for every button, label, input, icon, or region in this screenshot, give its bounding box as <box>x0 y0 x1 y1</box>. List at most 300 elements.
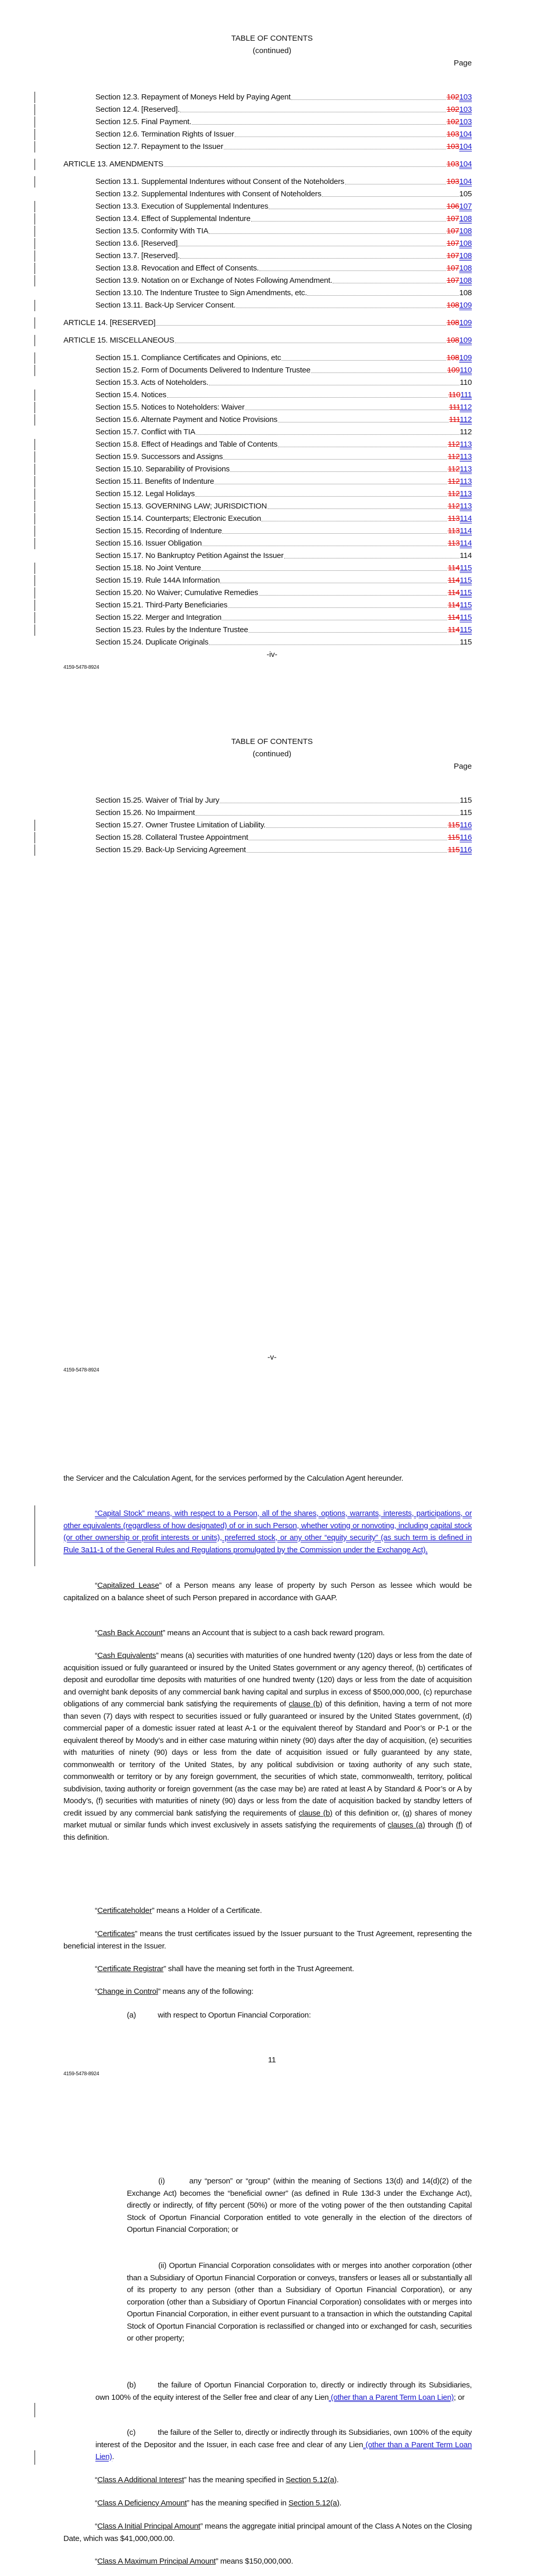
deleted-page-number: 108 <box>447 336 459 345</box>
definition-cash-back-account: “Cash Back Account” means an Account that is subject to a cash back reward program. <box>95 1629 385 1637</box>
defined-term: Cash Back Account <box>97 1629 163 1637</box>
dot-leader <box>196 434 459 435</box>
defined-term: Certificateholder <box>97 1906 152 1915</box>
definition-body: means any of the following: <box>160 1987 254 1996</box>
toc-section-entry[interactable] <box>95 200 472 212</box>
inserted-page-number: 110 <box>459 366 472 375</box>
dot-leader <box>209 384 459 385</box>
definition-body: means the trust certificates issued by the Issuer pursuant to the Trust Agreement, representing the beneficial interest in the Issuer. <box>63 1929 472 1951</box>
toc-entry-title: Section 15.12. Legal Holidays <box>95 489 195 498</box>
toc-page-number <box>448 538 472 549</box>
toc-section-entry[interactable] <box>95 401 472 413</box>
toc-section-entry[interactable] <box>95 414 472 425</box>
deleted-page-number: 115 <box>448 833 460 842</box>
toc-entry-title: Section 15.7. Conflict with TIA <box>95 428 195 436</box>
toc-section-entry[interactable] <box>95 488 472 499</box>
inserted-page-number: 108 <box>459 227 472 235</box>
toc-entry-title: Section 13.5. Conformity With TIA <box>95 227 209 235</box>
inserted-page-number: 115 <box>459 564 472 572</box>
toc-page-number <box>448 625 472 635</box>
deleted-page-number: 113 <box>448 514 460 523</box>
change-in-control-clause-b <box>95 2379 472 2403</box>
deleted-page-number: 112 <box>448 477 460 486</box>
definition-body: has the meaning specified in <box>186 2476 286 2484</box>
toc-entry-title: Section 13.7. [Reserved]. <box>95 251 180 260</box>
dot-leader <box>278 421 449 422</box>
dot-leader <box>261 520 447 521</box>
dot-leader <box>167 397 448 398</box>
toc-entry-title: Section 15.15. Recording of Indenture <box>95 527 222 535</box>
page-footer-number: -iv- <box>267 650 277 659</box>
dot-leader <box>223 459 447 460</box>
toc-page-number <box>447 159 472 170</box>
dot-leader <box>222 533 447 534</box>
definition-body: of a Person means any lease of property by such Person as lessee which would be capitalized on a balance sheet of such Person prepared in accordance with GAAP. <box>63 1581 472 1602</box>
definition-class-a-initial-principal-amount: “Class A Initial Principal Amount” means the aggregate initial principal amount of the Class A Notes on the Closing Date, which was $41,000,000.00. <box>63 2522 472 2543</box>
paragraph-servicer-fee: the Servicer and the Calculation Agent, for the services performed by the Calculation Agent hereunder. <box>63 1474 404 1483</box>
toc-entry-title: Section 15.20. No Waiver; Cumulative Remedies <box>95 588 258 597</box>
toc-section-entry[interactable] <box>95 213 472 224</box>
clause-text: ; or <box>454 2393 465 2402</box>
document-id: 4159-5478-8924 <box>63 2071 100 2077</box>
dot-leader <box>282 360 446 361</box>
deleted-page-number: 108 <box>447 353 459 362</box>
toc-section-entry[interactable] <box>95 352 472 363</box>
definition-certificates: “Certificates” means the trust certificates issued by the Issuer pursuant to the Trust Agreement, representing the beneficial interest in the Issuer. <box>63 1929 472 1951</box>
defined-term: Capitalized Lease <box>97 1581 159 1590</box>
dot-leader <box>311 372 447 373</box>
inserted-page-number: 107 <box>459 202 472 211</box>
toc-entry-title: Section 12.5. Final Payment. <box>95 117 192 126</box>
inserted-page-number: 113 <box>459 489 472 498</box>
defined-term: Cash Equivalents <box>97 1651 156 1660</box>
inserted-page-number: 108 <box>459 251 472 260</box>
inserted-page-number: 111 <box>460 391 472 399</box>
dot-leader <box>266 827 447 828</box>
deleted-page-number: 114 <box>448 564 460 572</box>
dot-leader <box>235 136 446 137</box>
cross-reference: Section 5.12(a) <box>288 2499 340 2507</box>
inserted-text: (other than a Parent Term Loan Lien) <box>328 2393 454 2402</box>
change-in-control-clause-i <box>127 2175 472 2236</box>
toc-page-number <box>448 845 472 855</box>
toc-entry-title: Section 15.24. Duplicate Originals <box>95 638 209 647</box>
inserted-page-number: 109 <box>459 336 472 345</box>
deleted-page-number: 103 <box>447 160 459 168</box>
deleted-page-number: 111 <box>449 415 460 424</box>
dot-leader <box>192 124 446 125</box>
toc-page-number <box>448 452 472 462</box>
inserted-page-number: 112 <box>459 403 472 412</box>
dot-leader <box>307 295 458 296</box>
defined-term: Class A Maximum Principal Amount <box>97 2557 216 2566</box>
dot-leader <box>268 508 448 509</box>
toc-entry-title: Section 15.6. Alternate Payment and Notice Provisions <box>95 415 277 424</box>
toc-page-number <box>447 318 472 328</box>
toc-entry-title: Section 13.1. Supplemental Indentures without Consent of the Noteholders <box>95 177 344 186</box>
toc-page-number: 105 <box>459 190 472 198</box>
dot-leader <box>236 307 446 308</box>
toc-page-number <box>447 365 472 376</box>
toc-section-entry[interactable] <box>95 116 472 127</box>
toc-section-entry[interactable] <box>95 262 472 274</box>
dot-leader <box>164 166 446 167</box>
definition-body: shall have the meaning set forth in the Trust Agreement. <box>166 1964 354 1973</box>
toc-section-entry[interactable] <box>95 250 472 261</box>
deleted-page-number: 107 <box>447 227 459 235</box>
toc-section-entry[interactable] <box>95 377 472 388</box>
dot-leader <box>278 446 447 447</box>
toc-entry-title: Section 15.16. Issuer Obligation <box>95 539 202 548</box>
toc-entry-title: Section 15.5. Notices to Noteholders: Waiver <box>95 403 245 412</box>
toc-subtitle: (continued) <box>252 46 292 55</box>
clause-text: the failure of Oportun Financial Corporation to, directly or indirectly through its Subsidiaries, own 100% of the equity interest of the Seller free and clear of any Lien <box>95 2381 472 2402</box>
toc-entry-title: Section 15.26. No Impairment <box>95 808 195 817</box>
dot-leader <box>180 111 446 112</box>
toc-page-number <box>448 477 472 487</box>
definition-body: means a Holder of a Certificate. <box>154 1906 262 1915</box>
dot-leader <box>322 196 458 197</box>
cross-reference: Section 5.12(a) <box>286 2476 337 2484</box>
deleted-page-number: 114 <box>448 601 460 609</box>
toc-page-number <box>448 501 472 512</box>
toc-section-entry[interactable] <box>95 525 472 536</box>
toc-entry-title: Section 15.18. No Joint Venture <box>95 564 201 572</box>
toc-page-number <box>447 335 472 346</box>
clause-text: the failure of the Seller to, directly or indirectly through its Subsidiaries, own 100% of the equity interest of the Depositor and the Issuer, in each case free and clear of any Lien <box>95 2428 472 2449</box>
cross-reference: clause (b) <box>288 1700 323 1708</box>
inserted-page-number: 113 <box>459 465 472 473</box>
toc-section-entry[interactable] <box>95 819 472 831</box>
toc-page-number <box>449 415 472 425</box>
deleted-page-number: 113 <box>448 539 460 548</box>
toc-section-entry[interactable] <box>95 612 472 623</box>
inserted-page-number: 103 <box>459 117 472 126</box>
toc-entry-title: Section 13.9. Notation on or Exchange of Notes Following Amendment. <box>95 276 333 285</box>
definition-class-a-maximum-principal-amount: “Class A Maximum Principal Amount” means $150,000,000. <box>95 2557 293 2566</box>
inserted-page-number: 108 <box>459 214 472 223</box>
change-in-control-clause-ii: (ii) Oportun Financial Corporation consolidates with or merges into another corporation (other than a Subsidiary of Oportun Financial Corporation or conveys, transfers or leases all or substantially all of its property to any person (other than a Subsidiary of Oportun Financial Corporation), or any corporation (other than a Subsidiary of Oportun Financial Corporation) consolidates with or merges into Oportun Financial Corporation, in either event pursuant to a transaction in which the outstanding Capital Stock of Oportun Financial Corporation is reclassified or changed into or exchanged for cash, securities or other property; <box>127 2261 472 2343</box>
toc-entry-title: Section 15.14. Counterparts; Electronic Execution <box>95 514 261 523</box>
document-id: 4159-5478-8924 <box>63 665 100 670</box>
toc-entry-title: Section 15.22. Merger and Integration <box>95 613 222 622</box>
toc-section-entry[interactable] <box>95 451 472 462</box>
toc-section-entry[interactable] <box>95 426 472 437</box>
toc-section-entry[interactable] <box>95 476 472 487</box>
toc-page-number <box>448 833 472 843</box>
toc-page-number: 115 <box>459 638 472 647</box>
toc-entry-title: Section 13.3. Execution of Supplemental Indentures <box>95 202 269 211</box>
toc-article-entry[interactable] <box>63 334 472 346</box>
deleted-page-number: 107 <box>447 251 459 260</box>
toc-entry-title: Section 15.10. Separability of Provisions <box>95 465 230 473</box>
deleted-page-number: 108 <box>447 301 459 310</box>
cross-reference: clauses (a) <box>387 1821 425 1829</box>
definition-body: of this definition or, (g) shares of money market mutual or similar funds which invest exclusively in assets satisfying the requirements of <box>63 1808 472 1829</box>
toc-page-number <box>447 226 472 236</box>
toc-section-entry[interactable] <box>95 389 472 400</box>
toc-page-number <box>447 251 472 261</box>
toc-section-entry[interactable] <box>95 513 472 524</box>
toc-entry-title: Section 13.4. Effect of Supplemental Indenture <box>95 214 251 223</box>
toc-entry-title: Section 12.6. Termination Rights of Issuer <box>95 130 234 139</box>
deleted-page-number: 113 <box>448 527 460 535</box>
toc-section-entry[interactable] <box>95 599 472 611</box>
toc-entry-title: ARTICLE 13. AMENDMENTS <box>63 160 163 168</box>
inserted-page-number: 114 <box>459 539 472 548</box>
defined-term: Certificate Registrar <box>97 1964 164 1973</box>
deleted-page-number: 106 <box>447 202 459 211</box>
toc-section-entry[interactable] <box>95 807 472 818</box>
toc-page-number <box>447 105 472 115</box>
toc-page-number <box>448 489 472 499</box>
toc-page-number <box>448 820 472 831</box>
toc-entry-title: Section 12.3. Repayment of Moneys Held by Paying Agent <box>95 93 291 101</box>
toc-page-number <box>448 588 472 598</box>
clause-text: with respect to Oportun Financial Corporation: <box>158 2011 311 2020</box>
deleted-page-number: 112 <box>448 440 460 449</box>
dot-leader <box>209 644 459 645</box>
deleted-page-number: 114 <box>448 576 460 585</box>
toc-section-entry[interactable] <box>95 844 472 855</box>
toc-section-entry[interactable] <box>95 238 472 249</box>
toc-section-entry[interactable] <box>95 364 472 376</box>
dot-leader <box>222 619 447 620</box>
toc-entry-title: Section 15.4. Notices <box>95 391 167 399</box>
inserted-page-number: 103 <box>459 105 472 114</box>
toc-section-entry[interactable] <box>95 550 472 561</box>
dot-leader <box>269 208 446 209</box>
toc-section-entry[interactable] <box>95 574 472 586</box>
toc-entry-title: Section 13.8. Revocation and Effect of Consents. <box>95 264 259 273</box>
toc-entry-title: Section 15.21. Third-Party Beneficiaries <box>95 601 228 609</box>
inserted-page-number: 108 <box>459 239 472 248</box>
inserted-page-number: 115 <box>459 613 472 622</box>
toc-section-entry[interactable] <box>95 832 472 843</box>
toc-section-entry[interactable] <box>95 128 472 140</box>
inserted-page-number: 109 <box>459 318 472 327</box>
page-footer-number: -v- <box>267 1353 277 1362</box>
deleted-page-number: 103 <box>447 177 459 186</box>
inserted-page-number: 114 <box>459 514 472 523</box>
definition-body: means the aggregate initial principal amount of the Class A Notes on the Closing Date, which was $41,000,000.00. <box>63 2522 472 2543</box>
deleted-page-number: 112 <box>448 489 460 498</box>
toc-entry-title: ARTICLE 15. MISCELLANEOUS <box>63 336 174 345</box>
definition-body: means an Account that is subject to a cash back reward program. <box>165 1629 385 1637</box>
deleted-page-number: 114 <box>448 613 460 622</box>
toc-entry-title: Section 15.13. GOVERNING LAW; JURISDICTION <box>95 502 267 511</box>
toc-entry-title: Section 12.4. [Reserved]. <box>95 105 180 114</box>
toc-section-entry[interactable] <box>95 225 472 236</box>
toc-entry-title: Section 15.19. Rule 144A Information <box>95 576 220 585</box>
inserted-page-number: 115 <box>459 601 472 609</box>
toc-page-number <box>449 402 472 413</box>
toc-article-entry[interactable] <box>63 158 472 170</box>
toc-section-entry[interactable] <box>95 794 472 806</box>
toc-page-number <box>447 276 472 286</box>
toc-section-entry[interactable] <box>95 188 472 199</box>
toc-section-entry[interactable] <box>95 500 472 512</box>
definition-certificate-registrar: “Certificate Registrar” shall have the meaning set forth in the Trust Agreement. <box>95 1964 354 1973</box>
toc-entry-title: Section 15.23. Rules by the Indenture Trustee <box>95 625 249 634</box>
toc-page-number <box>447 263 472 274</box>
toc-page-number: 110 <box>459 378 472 387</box>
deleted-page-number: 114 <box>448 625 460 634</box>
definition-body: means (a) securities with maturities of one hundred twenty (120) days or less from the date of acquisition issued or fully guaranteed or insured by the United States government or any agency thereof, (b) certificates of deposit and eurodollar time deposits with maturities of one hundred twenty (120) days or less from the date of acquisition and overnight bank deposits of any commercial bank having capital and surplus in excess of $500,000,000, (c) repurchase obligations of any commercial bank satisfying the requirements of <box>63 1651 472 1708</box>
toc-section-entry[interactable] <box>95 275 472 286</box>
dot-leader <box>284 557 459 558</box>
toc-entry-title: Section 13.2. Supplemental Indentures with Consent of Noteholders <box>95 190 322 198</box>
toc-page-number <box>448 563 472 573</box>
toc-section-entry[interactable] <box>95 636 472 648</box>
dot-leader <box>224 148 446 149</box>
defined-term: Class A Deficiency Amount <box>97 2499 187 2507</box>
toc-page-number: 115 <box>459 796 472 805</box>
toc-section-entry[interactable] <box>95 537 472 549</box>
toc-section-entry[interactable] <box>95 624 472 635</box>
definition-change-in-control: “Change in Control” means any of the following: <box>95 1987 254 1996</box>
defined-term: Change in Control <box>97 1987 158 1996</box>
dot-leader <box>259 595 448 596</box>
clause-label: (a) <box>127 2011 136 2020</box>
toc-page-number <box>448 526 472 536</box>
toc-title: TABLE OF CONTENTS <box>231 34 313 43</box>
change-in-control-clause-c <box>95 2427 472 2463</box>
deleted-page-number: 109 <box>447 366 460 375</box>
definition-body: of this definition, having a term of not more than seven (7) days with respect to securities issued or fully guaranteed or insured by the United States government, (d) commercial paper of a domestic issuer rated at least A-1 or the equivalent thereof by Standard and Poor’s or P-1 or the equivalent thereof by Moody’s and in either case maturing within ninety (90) days after the day of acquisition, (e) securities with maturities of ninety (90) days or less from the date of acquisition issued or fully guaranteed by any state, commonwealth or territory of the United States, by any political subdivision or taxing authority of any such state, commonwealth or territory or by any foreign government, the securities of which state, commonwealth, territory, political subdivision, taxing authority or foreign government (as the case may be) are rated at least A by Standard & Poor’s or A by Moody’s, (f) securities with maturities of ninety (90) days or less from the date of acquisition backed by standby letters of credit issued by any commercial bank satisfying the requirements of <box>63 1700 472 1818</box>
toc-page-number <box>447 239 472 249</box>
inserted-page-number: 113 <box>459 440 472 449</box>
clause-label: (i) <box>158 2177 165 2185</box>
toc-page-label: Page <box>453 762 472 771</box>
deleted-page-number: 107 <box>447 214 459 223</box>
definition-capitalized-lease: “Capitalized Lease” of a Person means any lease of property by such Person as lessee which would be capitalized on a balance sheet of such Person prepared in accordance with GAAP. <box>63 1581 472 1602</box>
toc-page-number <box>448 613 472 623</box>
defined-term: Class A Initial Principal Amount <box>97 2522 201 2531</box>
toc-page-number <box>448 439 472 450</box>
dot-leader <box>228 607 447 608</box>
toc-entry-title: Section 15.27. Owner Trustee Limitation of Liability. <box>95 821 266 829</box>
cross-reference: (f) <box>456 1821 463 1829</box>
toc-page-number <box>447 117 472 127</box>
clause-label: (b) <box>127 2381 136 2389</box>
deleted-page-number: 102 <box>447 105 459 114</box>
toc-section-entry[interactable] <box>95 299 472 311</box>
inserted-page-number: 112 <box>459 415 472 424</box>
dot-leader <box>180 258 446 259</box>
toc-page-number <box>447 142 472 152</box>
toc-page-number <box>447 92 472 103</box>
dot-leader <box>215 483 447 484</box>
dot-leader <box>156 325 446 326</box>
definition-body: of this definition. <box>63 1821 472 1842</box>
inserted-page-number: 113 <box>459 452 472 461</box>
toc-entry-title: Section 15.3. Acts of Noteholders. <box>95 378 209 387</box>
deleted-page-number: 102 <box>447 93 459 101</box>
inserted-page-number: 104 <box>459 142 472 151</box>
dot-leader <box>345 183 447 184</box>
toc-section-entry[interactable] <box>95 91 472 103</box>
deleted-page-number: 115 <box>448 821 460 829</box>
dot-leader <box>333 282 446 283</box>
definition-body: means $150,000,000. <box>218 2557 293 2566</box>
toc-article-entry[interactable] <box>63 317 472 328</box>
toc-section-entry[interactable] <box>95 463 472 474</box>
toc-section-entry[interactable] <box>95 141 472 152</box>
defined-term: Certificates <box>97 1929 135 1938</box>
toc-entry-title: Section 15.9. Successors and Assigns <box>95 452 223 461</box>
toc-page-number <box>448 390 472 400</box>
inserted-page-number: 108 <box>459 264 472 273</box>
toc-section-entry[interactable] <box>95 287 472 298</box>
inserted-page-number: 113 <box>459 502 472 511</box>
inserted-page-number: 115 <box>459 588 472 597</box>
deleted-page-number: 107 <box>447 264 459 273</box>
page-footer-number: 11 <box>268 2056 276 2064</box>
definition-certificateholder: “Certificateholder” means a Holder of a Certificate. <box>95 1906 262 1915</box>
toc-section-entry[interactable] <box>95 438 472 450</box>
clause-text: . <box>112 2452 114 2461</box>
toc-title: TABLE OF CONTENTS <box>231 737 313 746</box>
inserted-page-number: 115 <box>459 625 472 634</box>
toc-page-number: 108 <box>459 289 472 297</box>
inserted-page-number: 109 <box>459 353 472 362</box>
toc-entry-title: Section 15.17. No Bankruptcy Petition Against the Issuer <box>95 551 284 560</box>
toc-page-number <box>448 464 472 474</box>
dot-leader <box>202 545 447 546</box>
dot-leader <box>230 471 447 472</box>
dot-leader <box>245 409 448 410</box>
dot-leader <box>291 99 447 100</box>
toc-page-number <box>447 353 472 363</box>
toc-section-entry[interactable] <box>95 562 472 573</box>
dot-leader <box>209 233 446 234</box>
deleted-page-number: 102 <box>447 117 459 126</box>
dot-leader <box>251 221 446 222</box>
deleted-page-number: 103 <box>447 142 459 151</box>
dot-leader <box>195 815 459 816</box>
deleted-page-number: 103 <box>447 130 459 139</box>
inserted-text: (other than a Parent Term Loan Lien) <box>95 2440 472 2461</box>
cross-reference: clause (b) <box>299 1808 333 1818</box>
toc-entry-title: Section 13.10. The Indenture Trustee to Sign Amendments, etc. <box>95 289 307 297</box>
toc-section-entry[interactable] <box>95 104 472 115</box>
dot-leader <box>259 270 446 271</box>
toc-page-label: Page <box>453 59 472 67</box>
inserted-page-number: 104 <box>459 130 472 139</box>
toc-entry-title: Section 15.2. Form of Documents Delivered to Indenture Trustee <box>95 366 310 375</box>
deleted-page-number: 110 <box>448 391 460 399</box>
toc-entry-title: Section 15.25. Waiver of Trial by Jury <box>95 796 220 805</box>
toc-entry-title: Section 15.29. Back-Up Servicing Agreement <box>95 845 246 854</box>
definition-cash-equivalents: “Cash Equivalents” means (a) securities with maturities of one hundred twenty (120) days or less from the date of acquisition issued or fully guaranteed or insured by the United States government or any agency thereof, (b) certificates of deposit and eurodollar time deposits with maturities of one hundred twenty (120) days or less from the date of acquisition and overnight bank deposits of any commercial bank having capital and surplus in excess of $500,000,000, (c) repurchase obligations of any commercial bank satisfying the requirements of clause (b) of this definition, having a term of not more than seven (7) days with respect to securities issued or fully guaranteed or insured by the United States government, (d) commercial paper of a domestic issuer rated at least A-1 or the equivalent thereof by Standard and Poor’s or P-1 or the equivalent thereof by Moody’s and in either case maturing within ninety (90) days after the day of acquisition, (e) securities with maturities of ninety (90) days or less from the date of acquisition issued or fully guaranteed by any state, commonwealth or territory of the United States, by any political subdivision or taxing authority of any such state, commonwealth or territory or by any foreign government, the securities of which state, commonwealth, territory, political subdivision, taxing authority or foreign government (as the case may be) are rated at least A by Standard & Poor’s or A by Moody’s, (f) securities with maturities of ninety (90) days or less from the date of acquisition backed by standby letters of credit issued by any commercial bank satisfying the requirements of clause (b) of this definition or, (g) shares of money market mutual or similar funds which invest exclusively in assets satisfying the requirements of clauses (a) through (f) of this definition. <box>63 1651 472 1842</box>
toc-section-entry[interactable] <box>95 587 472 598</box>
toc-entry-title: Section 15.28. Collateral Trustee Appointment <box>95 833 249 842</box>
toc-entry-title: Section 15.8. Effect of Headings and Table of Contents <box>95 440 278 449</box>
toc-entry-title: Section 13.6. [Reserved] <box>95 239 178 248</box>
inserted-page-number: 114 <box>459 527 472 535</box>
deleted-page-number: 112 <box>448 502 460 511</box>
toc-page-number <box>448 575 472 586</box>
toc-page-number <box>447 201 472 212</box>
inserted-page-number: 104 <box>459 160 472 168</box>
toc-section-entry[interactable] <box>95 176 472 187</box>
toc-page-number <box>447 129 472 140</box>
dot-leader <box>249 839 447 840</box>
toc-page-number <box>447 214 472 224</box>
deleted-page-number: 111 <box>449 403 460 412</box>
inserted-page-number: 108 <box>459 276 472 285</box>
